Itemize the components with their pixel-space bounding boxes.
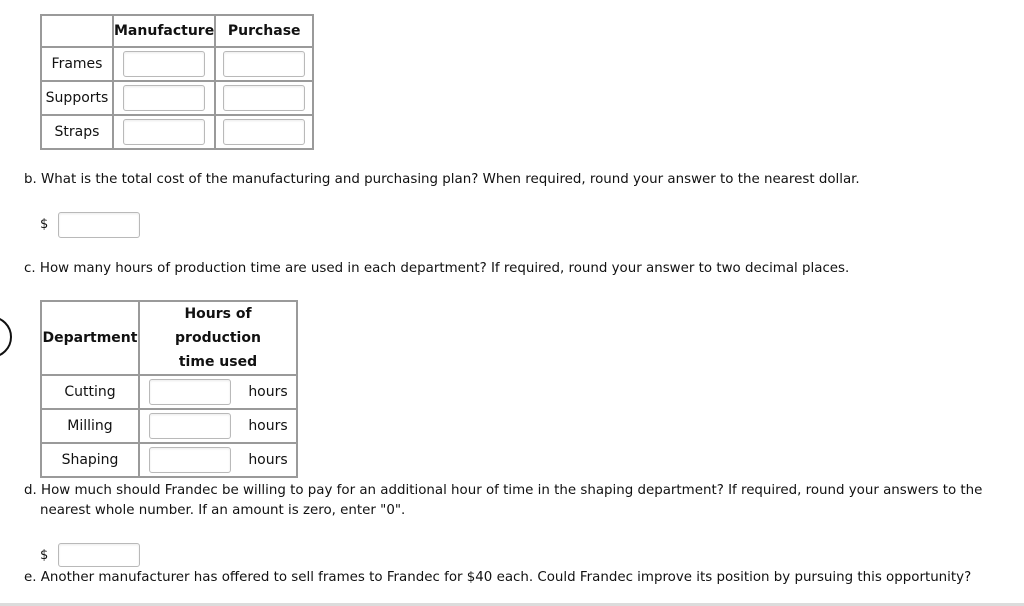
shaping-unit: hours xyxy=(240,443,297,477)
question-b-text: b. What is the total cost of the manufacturing and purchasing plan? When required, round your answer to the nearest dollar. xyxy=(24,172,860,187)
cell-frames-purchase xyxy=(215,47,313,81)
header-department: Department xyxy=(41,301,139,375)
row-label-milling: Milling xyxy=(41,409,139,443)
supports-purchase-input[interactable] xyxy=(223,85,305,111)
row-label-shaping: Shaping xyxy=(41,443,139,477)
question-e-text: e. Another manufacturer has offered to sell frames to Frandec for $40 each. Could Frandec improve its position by pursuing this opportunity? xyxy=(24,570,972,585)
milling-unit: hours xyxy=(240,409,297,443)
cutting-unit: hours xyxy=(240,375,297,409)
cell-straps-purchase xyxy=(215,115,313,149)
table-row xyxy=(41,443,297,477)
milling-hours-input[interactable] xyxy=(149,413,231,439)
side-circle-marker xyxy=(0,316,12,358)
table-header-row xyxy=(41,15,313,47)
shaping-hours-input[interactable] xyxy=(149,447,231,473)
cell-supports-manufacture xyxy=(113,81,215,115)
cell-straps-manufacture xyxy=(113,115,215,149)
straps-manufacture-input[interactable] xyxy=(123,119,205,145)
row-label-frames: Frames xyxy=(41,47,113,81)
question-b-currency: $ xyxy=(40,217,49,232)
header-empty-cell xyxy=(41,15,113,47)
table-row xyxy=(41,375,297,409)
header-purchase: Purchase xyxy=(215,15,313,47)
question-d-line2: nearest whole number. If an amount is zero, enter "0". xyxy=(40,503,406,518)
table-header-row xyxy=(41,301,297,375)
department-hours-table xyxy=(40,300,298,478)
table-row xyxy=(41,47,313,81)
table-row xyxy=(41,81,313,115)
total-cost-input[interactable] xyxy=(58,212,140,238)
cell-supports-purchase xyxy=(215,81,313,115)
cell-milling-input xyxy=(139,409,240,443)
cell-shaping-input xyxy=(139,443,240,477)
header-hours-used xyxy=(139,301,297,375)
question-d-currency: $ xyxy=(40,548,49,563)
question-c-text: c. How many hours of production time are used in each department? If required, round your answer to two decimal places. xyxy=(24,261,850,276)
header-hours-line1: Hours of production xyxy=(175,306,261,346)
cell-frames-manufacture xyxy=(113,47,215,81)
frames-manufacture-input[interactable] xyxy=(123,51,205,77)
header-hours-line2: time used xyxy=(178,354,258,370)
table-row xyxy=(41,115,313,149)
question-d-line1: d. How much should Frandec be willing to pay for an additional hour of time in the shaping department? If required, round your answers to the xyxy=(24,483,983,498)
make-or-buy-table xyxy=(40,14,314,150)
row-label-cutting: Cutting xyxy=(41,375,139,409)
additional-hour-price-input[interactable] xyxy=(58,543,140,567)
supports-manufacture-input[interactable] xyxy=(123,85,205,111)
frames-purchase-input[interactable] xyxy=(223,51,305,77)
table-row xyxy=(41,409,297,443)
cell-cutting-input xyxy=(139,375,240,409)
row-label-supports: Supports xyxy=(41,81,113,115)
straps-purchase-input[interactable] xyxy=(223,119,305,145)
row-label-straps: Straps xyxy=(41,115,113,149)
header-manufacture: Manufacture xyxy=(113,15,215,47)
cutting-hours-input[interactable] xyxy=(149,379,231,405)
